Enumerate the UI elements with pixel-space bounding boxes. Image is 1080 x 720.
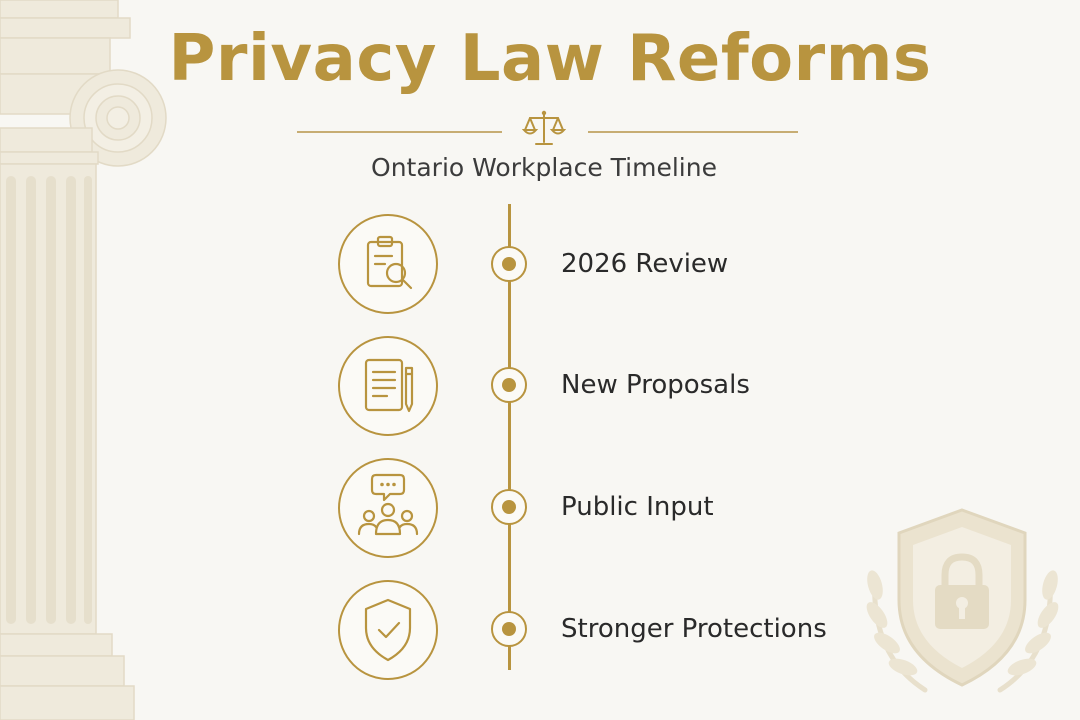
shield-lock-emblem-decoration xyxy=(855,505,1070,705)
timeline-node-input xyxy=(491,489,527,525)
timeline-icon-frame-proposals xyxy=(338,336,438,436)
page-subtitle: Ontario Workplace Timeline xyxy=(371,153,717,182)
timeline-label-protections: Stronger Protections xyxy=(561,614,827,644)
document-pen-icon xyxy=(340,338,436,434)
title-divider-right xyxy=(588,131,798,133)
timeline-label-proposals: New Proposals xyxy=(561,370,750,400)
ionic-column-decoration xyxy=(0,0,170,720)
timeline-node-protections xyxy=(491,611,527,647)
timeline-label-review: 2026 Review xyxy=(561,249,729,279)
timeline-node-review xyxy=(491,246,527,282)
timeline-node-proposals xyxy=(491,367,527,403)
timeline-icon-frame-review xyxy=(338,214,438,314)
timeline-label-input: Public Input xyxy=(561,492,714,522)
timeline-icon-frame-input xyxy=(338,458,438,558)
people-chat-icon xyxy=(340,460,436,556)
page-title: Privacy Law Reforms xyxy=(168,22,932,96)
title-divider-left xyxy=(297,131,502,133)
scales-of-justice-icon xyxy=(522,108,566,148)
clipboard-search-icon xyxy=(340,216,436,312)
shield-check-icon xyxy=(340,582,436,678)
timeline-icon-frame-protections xyxy=(338,580,438,680)
